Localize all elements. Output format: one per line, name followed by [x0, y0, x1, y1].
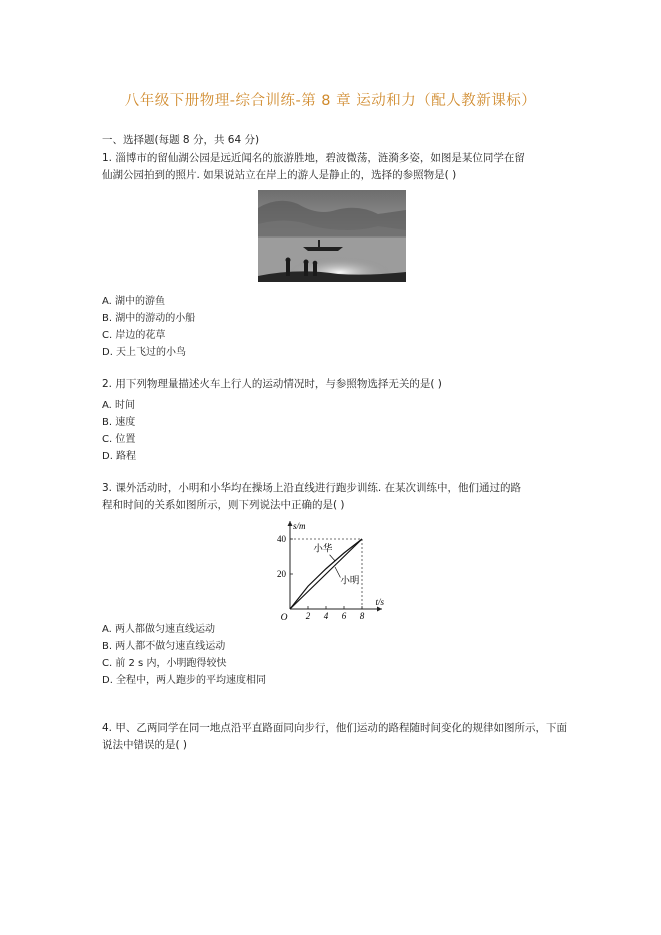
- q1-option-b: B. 湖中的游动的小船: [102, 313, 196, 324]
- lake-photo: [258, 190, 406, 282]
- y-axis-label: s/m: [293, 521, 306, 531]
- q2-option-a: A. 时间: [102, 400, 136, 411]
- lake-photo-image: [258, 190, 406, 282]
- q1-option-a: A. 湖中的游鱼: [102, 296, 166, 307]
- q3-option-a: A. 两人都做匀速直线运动: [102, 624, 216, 635]
- series-label-2: 小明: [340, 575, 360, 587]
- chart-svg: [268, 513, 394, 621]
- series-label-1: 小华: [313, 543, 333, 555]
- y-tick-label: 20: [277, 569, 286, 579]
- y-tick-label: 40: [277, 534, 286, 544]
- question-4-text: 4. 甲、乙两同学在同一地点沿平直路面同向步行，他们运动的路程随时间变化的规律如图所示，下面说法中错误的是( ): [102, 722, 567, 751]
- distance-time-graph: [268, 513, 394, 621]
- q1-option-d: D. 天上飞过的小鸟: [102, 347, 187, 358]
- q3-option-c: C. 前 2 s 内，小明跑得较快: [102, 658, 227, 669]
- x-axis-label: t/s: [375, 597, 384, 607]
- y-axis-arrow: [288, 521, 293, 526]
- question-2-line-1: 2. 用下列物理量描述火车上行人的运动情况时，与参照物选择无关的是( ): [102, 378, 442, 390]
- q1-option-c: C. 岸边的花草: [102, 330, 166, 341]
- question-1-line-2: 仙湖公园拍到的照片. 如果说站立在岸上的游人是静止的，选择的参照物是( ): [102, 169, 457, 181]
- page-title: 八年级下册物理-综合训练-第 8 章 运动和力（配人教新课标）: [124, 93, 537, 109]
- question-1-line-1: 1. 淄博市的留仙湖公园是远近闻名的旅游胜地，碧波微荡，涟漪多姿，如图是某位同学在留: [102, 152, 525, 164]
- x-tick-label: 6: [341, 611, 347, 621]
- q2-option-d: D. 路程: [102, 451, 137, 462]
- origin-label: O: [280, 613, 288, 621]
- x-tick-label: 4: [323, 611, 329, 621]
- x-axis-arrow: [377, 607, 382, 612]
- question-3-line-1: 3. 课外活动时，小明和小华均在操场上沿直线进行跑步训练. 在某次训练中，他们通过的路: [102, 482, 522, 494]
- question-3-line-2: 程和时间的关系如图所示，则下列说法中正确的是( ): [102, 499, 345, 511]
- series-label-2-leader: [335, 567, 340, 578]
- x-tick-label: 2: [305, 611, 311, 621]
- x-tick-label: 8: [359, 611, 365, 621]
- section-heading: 一、选择题(每题 8 分，共 64 分): [102, 134, 260, 146]
- q2-option-c: C. 位置: [102, 434, 136, 445]
- q3-option-d: D. 全程中，两人跑步的平均速度相同: [102, 675, 267, 686]
- q2-option-b: B. 速度: [102, 417, 136, 428]
- q3-option-b: B. 两人都不做匀速直线运动: [102, 641, 226, 652]
- series-label-1-leader: [330, 555, 335, 561]
